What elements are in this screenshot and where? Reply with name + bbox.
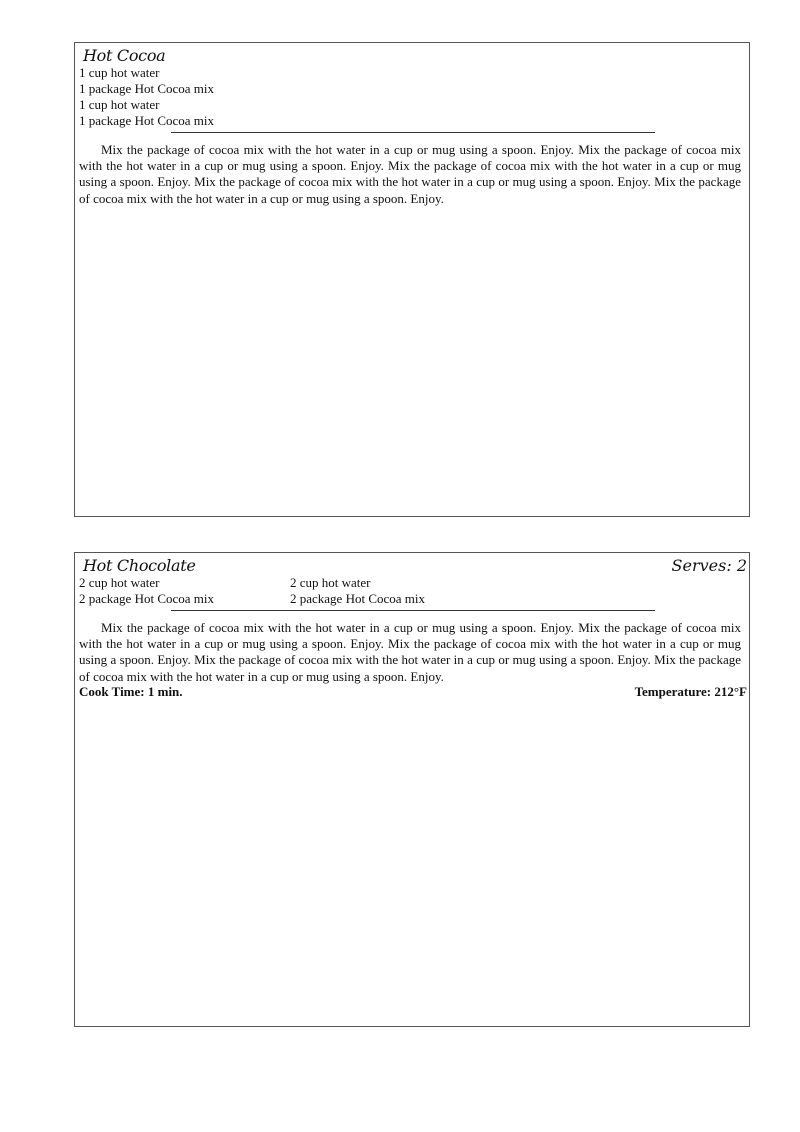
ingredient-item: 1 cup hot water <box>79 97 160 112</box>
divider-rule <box>171 610 655 611</box>
ingredient-item: 2 package Hot Cocoa mix <box>79 591 215 606</box>
ingredient-list-column-2 <box>290 575 425 607</box>
divider-rule <box>171 132 655 133</box>
recipe-instructions: Mix the package of cocoa mix with the hot water in a cup or mug using a spoon. Enjoy. Mix the package of cocoa mix with the hot water in a cup or mug using a spoon. Enjoy. Mix the package of cocoa mix with the hot water in a cup or mug using a spoon. Enjoy. Mix the package of cocoa mix with the hot water in a cup or mug using a spoon. Enjoy. Mix the package of cocoa mix with the hot water in a cup or mug using a spoon. Enjoy. <box>79 620 741 684</box>
ingredient-item: 2 package Hot Cocoa mix <box>290 591 426 606</box>
ingredient-list <box>79 65 214 129</box>
recipe-card-hot-chocolate <box>74 552 750 1027</box>
ingredient-item: 1 package Hot Cocoa mix <box>79 113 215 128</box>
recipe-instructions: Mix the package of cocoa mix with the hot water in a cup or mug using a spoon. Enjoy. Mix the package of cocoa mix with the hot water in a cup or mug using a spoon. Enjoy. Mix the package of cocoa mix with the hot water in a cup or mug using a spoon. Enjoy. Mix the package of cocoa mix with the hot water in a cup or mug using a spoon. Enjoy. Mix the package of cocoa mix with the hot water in a cup or mug using a spoon. Enjoy. <box>79 142 741 206</box>
ingredient-item: 2 cup hot water <box>79 575 160 590</box>
cook-time-label: Cook Time: 1 min. <box>79 684 183 699</box>
serves-label: Serves: 2 <box>671 556 747 575</box>
recipe-title: Hot Cocoa <box>83 46 166 65</box>
ingredient-list-column-1 <box>79 575 214 607</box>
recipe-card-hot-cocoa <box>74 42 750 517</box>
temperature-label: Temperature: 212°F <box>634 684 747 699</box>
ingredient-item: 2 cup hot water <box>290 575 371 590</box>
ingredient-item: 1 package Hot Cocoa mix <box>79 81 215 96</box>
ingredient-item: 1 cup hot water <box>79 65 160 80</box>
recipe-title: Hot Chocolate <box>83 556 196 575</box>
